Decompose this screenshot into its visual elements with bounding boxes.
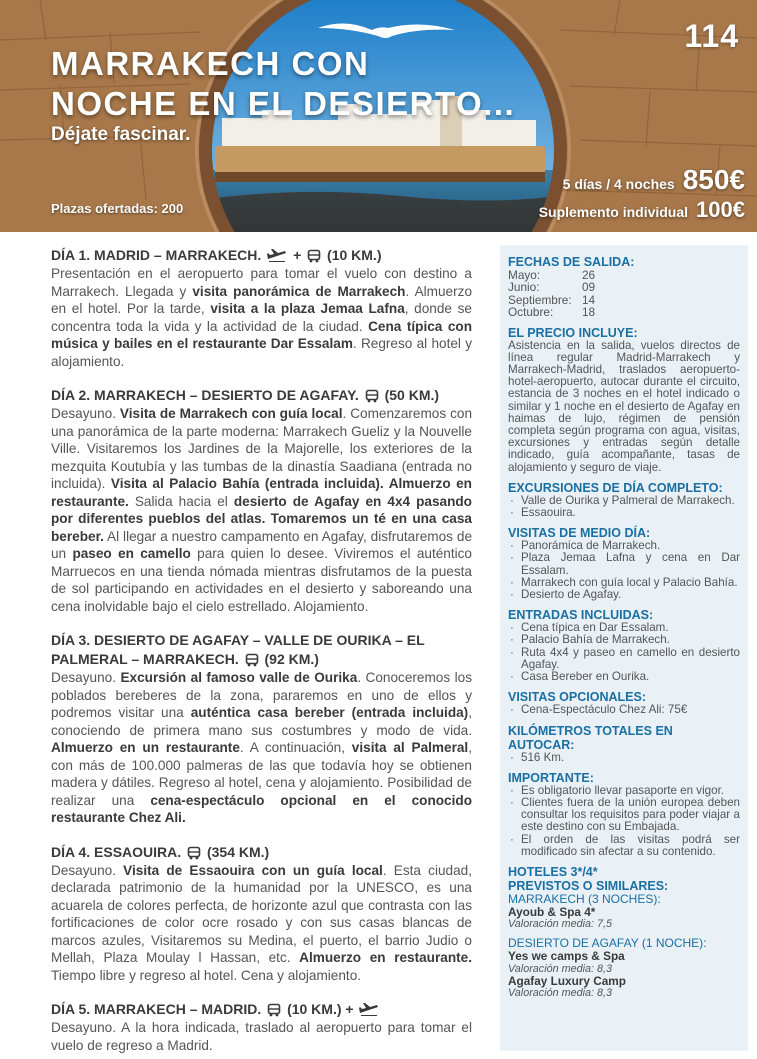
plane-icon (267, 249, 287, 263)
highlight-text: paseo en camello (72, 546, 191, 561)
day-body (51, 1019, 472, 1054)
day-3 (51, 631, 472, 827)
supplement-label: Suplemento individual (538, 204, 689, 220)
excursiones-section (508, 481, 740, 519)
list-item: · El orden de las visitas podrá ser modificado sin afectar a su contenido. (508, 834, 740, 858)
body-text: para quien lo desee. Viviremos el auténtico Marruecos en una tienda nómada mientras disfrutamos de la puesta de sol participando en actividades en el desierto y saboreando una cena inolvidable bajo el cielo estrellado. Alojamiento. (51, 546, 472, 614)
bus-icon (187, 846, 201, 860)
opcionales-section (508, 690, 740, 716)
bus-icon (365, 389, 379, 403)
list-item: · Cena-Espectáculo Chez Ali: 75€ (508, 704, 740, 716)
highlight-text: cena-espectáculo opcional en el conocido restaurante Chez Ali. (51, 792, 473, 825)
dates-list: Mayo: 26 Junio: 09 Septiembre: 14 Octubre: 18 (508, 268, 596, 320)
importante-section (508, 771, 740, 858)
supplement-price: 100€ (696, 197, 745, 222)
body-text: , conociendo de primera mano sus costumbres y modo de vida. (51, 705, 472, 738)
section-title: IMPORTANTE: (508, 770, 594, 785)
opcionales-list (508, 704, 740, 716)
day-title: DÍA 5. MARRAKECH – MADRID. (10 KM.) + (51, 1000, 472, 1019)
fechas-section (508, 255, 740, 319)
price: 850€ (682, 164, 745, 195)
info-sidebar (500, 245, 748, 1051)
day-title: DÍA 3. DESIERTO DE AGAFAY – VALLE DE OURIKA – EL PALMERAL – MARRAKECH. (92 KM.) (51, 632, 425, 667)
body-text: Desayuno. A la hora indicada, traslado al aeropuerto para tomar el vuelo de regreso a Madrid. (51, 1020, 472, 1053)
bus-icon (307, 249, 321, 263)
day-title: DÍA 2. MARRAKECH – DESIERTO DE AGAFAY. (50 KM.) (51, 387, 440, 403)
list-item: · Plaza Jemaa Lafna y cena en Dar Essalam. (508, 552, 740, 576)
day-5 (51, 1000, 472, 1054)
plazas-ofertadas: Plazas ofertadas: 200 (51, 201, 184, 216)
itinerary (51, 246, 472, 1059)
list-item: · Panorámica de Marrakech. (508, 540, 740, 552)
highlight-text: Almuerzo en un restaurante (51, 740, 240, 755)
highlight-text: desierto de Agafay en 4x4 pasando por diferentes pueblos del atlas. Tomaremos un té en una casa bereber. (51, 493, 472, 544)
entradas-section (508, 608, 740, 683)
hotel-city: DESIERTO DE AGAFAY (1 NOCHE): (508, 936, 707, 951)
body-text: , con más de 100.000 palmeras de las que todavía hoy se obtienen madera y dátiles. Regreso al hotel, cena y alojamiento. Posibilidad de realizar una (51, 740, 472, 808)
list-item: · Clientes fuera de la unión europea deben consultar los requisitos para poder viajar a este destino con su Embajada. (508, 797, 740, 834)
day-body (51, 405, 472, 615)
body-text: Al llegar a nuestro campamento en Agafay, disfrutaremos de un (51, 528, 472, 561)
body-text: Presentación en el aeropuerto para tomar el vuelo con destino a Marrakech. Llegada y (51, 266, 472, 299)
hotel-city: MARRAKECH (3 NOCHES): (508, 891, 661, 906)
list-item: · Es obligatorio llevar pasaporte en vigor. (508, 785, 740, 797)
day-4 (51, 843, 472, 985)
medio-dia-section (508, 526, 740, 601)
bus-icon (267, 1003, 281, 1017)
day-title: DÍA 4. ESSAOUIRA. (354 KM.) (51, 843, 270, 860)
body-text: Tiempo libre y regreso al hotel. Cena y alojamiento. (51, 967, 362, 983)
hotel-rating: Valoración media: 7,5 (508, 918, 613, 931)
duration-price-row (563, 164, 745, 196)
precio-section (508, 326, 740, 474)
body-text: . Conoceremos los poblados bereberes de la zona, pararemos en uno de ellos y podremos visitar una (51, 670, 473, 720)
hotel-rating: Valoración media: 8,3 (508, 987, 613, 1000)
importante-list (508, 785, 740, 858)
highlight-text: Cena típica con música y bailes en el restaurante Dar Essalam (51, 318, 472, 351)
list-item: · Casa Bereber en Ourika. (508, 671, 740, 683)
hotel-rating: Valoración media: 8,3 (508, 962, 613, 975)
section-title: KILÓMETROS TOTALES EN AUTOCAR: (508, 723, 673, 752)
duration-label: 5 días / 4 noches (562, 176, 675, 192)
body-text: , donde se concentra toda la vida y la actividad de la ciudad. (51, 301, 472, 334)
plane-icon (359, 1003, 379, 1017)
list-item: · 516 Km. (508, 752, 740, 764)
list-item: · Ruta 4x4 y paseo en camello en desierto Agafay. (508, 647, 740, 671)
title-line-2: NOCHE EN EL DESIERTO... (51, 85, 516, 122)
hotel-name: Agafay Luxury Camp (508, 973, 626, 988)
supplement-row (539, 197, 745, 223)
hoteles-section (508, 865, 740, 1000)
highlight-text: visita al Palmeral (351, 740, 469, 755)
day-2 (51, 386, 472, 615)
hotel-name: Yes we camps & Spa (508, 949, 625, 964)
day-body (51, 669, 472, 827)
highlight-text: Excursión al famoso valle de Ourika (120, 670, 358, 685)
subtitle: Déjate fascinar. (51, 124, 191, 145)
body-text: . Esta ciudad, declarada patrimonio de la humanidad por la UNESCO, es una acuarela de colores perfecta, de horizonte azul que contrasta con las fortificaciones de color ocre rosado y con sus casas blancas de marcos azules, Visitaremos su Medina, el puerto, el barrio Judio o Mellah, Plaza Moulay l Hassan, etc. (51, 862, 472, 965)
body-text: . Almuerzo en el hotel. Por la tarde, (51, 283, 473, 316)
body-text: Desayuno. (51, 406, 120, 421)
km-section (508, 724, 740, 764)
highlight-text: Almuerzo en restaurante. (299, 950, 473, 965)
km-list (508, 752, 740, 764)
section-title: EL PRECIO INCLUYE: (508, 325, 638, 340)
body-text: Salida hacia el (128, 493, 234, 509)
body-text: . A continuación, (239, 740, 352, 755)
day-body (51, 862, 472, 985)
highlight-text: Visita de Marrakech con guía local (119, 406, 343, 421)
body-text: Desayuno. (51, 862, 124, 878)
list-item: · Essaouira. (508, 507, 740, 519)
highlight-text: Visita de Essaouira con un guía local (123, 862, 383, 878)
medio-dia-list (508, 540, 740, 601)
entradas-list (508, 622, 740, 683)
section-title: PREVISTOS O SIMILARES: (508, 878, 669, 893)
day-body (51, 265, 472, 370)
body-text: . Comenzaremos con una panorámica de la parte moderna: Marrakech Gueliz y la Nouvelle Ville. Visitaremos los Jardines de la Majorelle, los exteriores de la mezquita Koutubía y las tumbas de la dinastía Saadiana (entrada no incluida). (51, 406, 472, 491)
section-title: VISITAS OPCIONALES: (508, 690, 646, 705)
section-title: VISITAS DE MEDIO DÍA: (508, 526, 651, 541)
day-1 (51, 246, 472, 370)
list-item: · Cena típica en Dar Essalam. (508, 622, 740, 634)
section-title: ENTRADAS INCLUIDAS: (508, 608, 654, 623)
header-banner (0, 0, 757, 232)
highlight-text: Visita al Palacio Bahía (entrada incluida). Almuerzo en restaurante. (51, 476, 472, 509)
body-text: Desayuno. (51, 670, 121, 685)
highlight-text: visita panorámica de Marrakech (192, 283, 406, 299)
highlight-text: auténtica casa bereber (entrada incluida) (190, 705, 469, 720)
highlight-text: visita a la plaza Jemaa Lafna (210, 301, 405, 316)
page-number: 114 (684, 18, 739, 54)
page-title (51, 44, 515, 124)
section-title: HOTELES 3*/4* (508, 864, 598, 879)
section-title: FECHAS DE SALIDA: (508, 255, 635, 269)
list-item: · Valle de Ourika y Palmeral de Marrakech. (508, 495, 740, 507)
precio-text: Asistencia en la salida, vuelos directos de línea regular Madrid-Marrakech y Marrakech-Madrid, traslados aeropuerto-hotel-aeropuerto, autocar durante el circuito, estancia de 3 noches en el hotel indicado o similar y 1 noche en el desierto de Agafay en haimas de lujo, régimen de pensión completa según programa con agua, visitas, excursiones y entradas según detalle indicado, guía acompañante, tasas de alojamiento y seguro de viaje. (508, 338, 740, 474)
hotel-name: Ayoub & Spa 4* (508, 904, 596, 919)
list-item: · Desierto de Agafay. (508, 589, 740, 601)
title-line-1: MARRAKECH CON (51, 45, 370, 82)
day-title: DÍA 1. MADRID – MARRAKECH. + (10 KM.) (51, 247, 382, 263)
body-text: . Regreso al hotel y alojamiento. (51, 336, 472, 369)
list-item: · Marrakech con guía local y Palacio Bahía. (508, 577, 740, 589)
section-title: EXCURSIONES DE DÍA COMPLETO: (508, 480, 723, 495)
bus-icon (245, 653, 259, 667)
excursiones-list (508, 495, 740, 519)
list-item: · Palacio Bahía de Marrakech. (508, 634, 740, 646)
